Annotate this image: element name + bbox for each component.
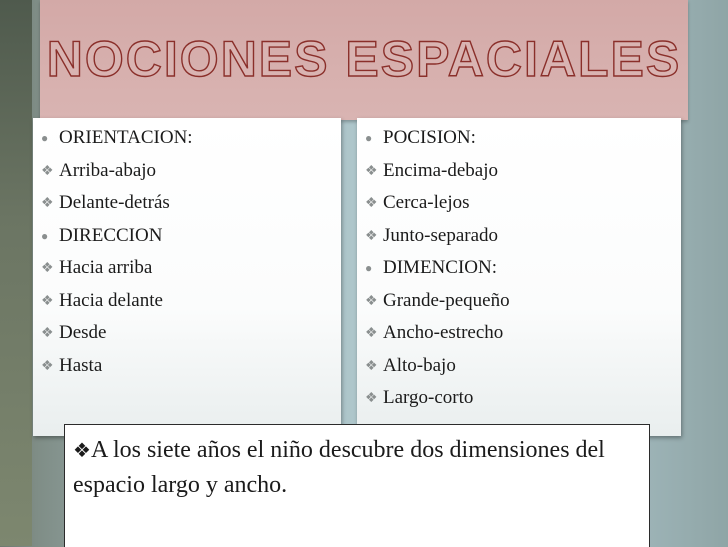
list-item-label: ORIENTACION: [59,127,193,148]
list-item [365,252,681,285]
diamond-bullet-icon [41,317,59,351]
list-item [41,122,341,155]
list-item-label: Arriba-abajo [59,159,157,181]
list-item-label: Encima-debajo [383,159,499,181]
list-item-label: Hasta [59,354,103,376]
circle-bullet-icon [41,122,59,155]
left-decor-strip [0,0,32,546]
left-content-panel [33,118,341,436]
diamond-bullet-icon [365,382,383,416]
right-bullet-list [365,122,681,415]
list-item-label: Largo-corto [383,387,474,409]
footer-note [73,433,641,502]
diamond-bullet-icon [365,317,383,351]
diamond-bullet-icon [41,252,59,286]
diamond-bullet-icon [365,285,383,319]
list-item [365,317,681,350]
list-item [365,187,681,220]
diamond-bullet-icon [365,187,383,221]
list-item [41,317,341,350]
list-item [41,220,341,253]
list-item [41,155,341,188]
list-item [365,155,681,188]
list-item-label: Junto-separado [383,224,499,246]
right-content-panel [357,118,681,436]
list-item [365,285,681,318]
circle-bullet-icon [365,122,383,155]
list-item-label: Alto-bajo [383,354,456,376]
list-item [41,285,341,318]
list-item-label: Hacia delante [59,289,163,311]
diamond-bullet-icon [365,155,383,189]
list-item [365,350,681,383]
diamond-bullet-icon [41,155,59,189]
list-item [41,187,341,220]
diamond-bullet-icon [365,350,383,384]
list-item-label: DIMENCION: [383,257,497,278]
list-item [365,122,681,155]
list-item-label: POCISION: [383,127,476,148]
list-item-label: Cerca-lejos [383,192,470,214]
list-item-label: Grande-pequeño [383,289,510,311]
footer-note-box [64,424,650,547]
list-item-label: Desde [59,322,107,344]
diamond-bullet-icon [41,285,59,319]
list-item-label: Hacia arriba [59,257,153,279]
list-item [41,252,341,285]
diamond-bullet-icon [41,350,59,384]
diamond-bullet-icon [365,220,383,254]
diamond-bullet-icon [41,187,59,221]
circle-bullet-icon [365,252,383,285]
list-item [41,350,341,383]
footer-note-text: A los siete años el niño descubre dos dimensiones del espacio largo y ancho. [73,437,605,498]
left-bullet-list [41,122,341,382]
list-item [365,220,681,253]
list-item-label: Ancho-estrecho [383,322,504,344]
circle-bullet-icon [41,220,59,253]
slide-title: NOCIONES ESPACIALES [46,31,682,87]
list-item-label: DIRECCION [59,224,163,246]
list-item-label: Delante-detrás [59,192,170,214]
diamond-bullet-icon: ❖ [73,440,91,462]
list-item [365,382,681,415]
